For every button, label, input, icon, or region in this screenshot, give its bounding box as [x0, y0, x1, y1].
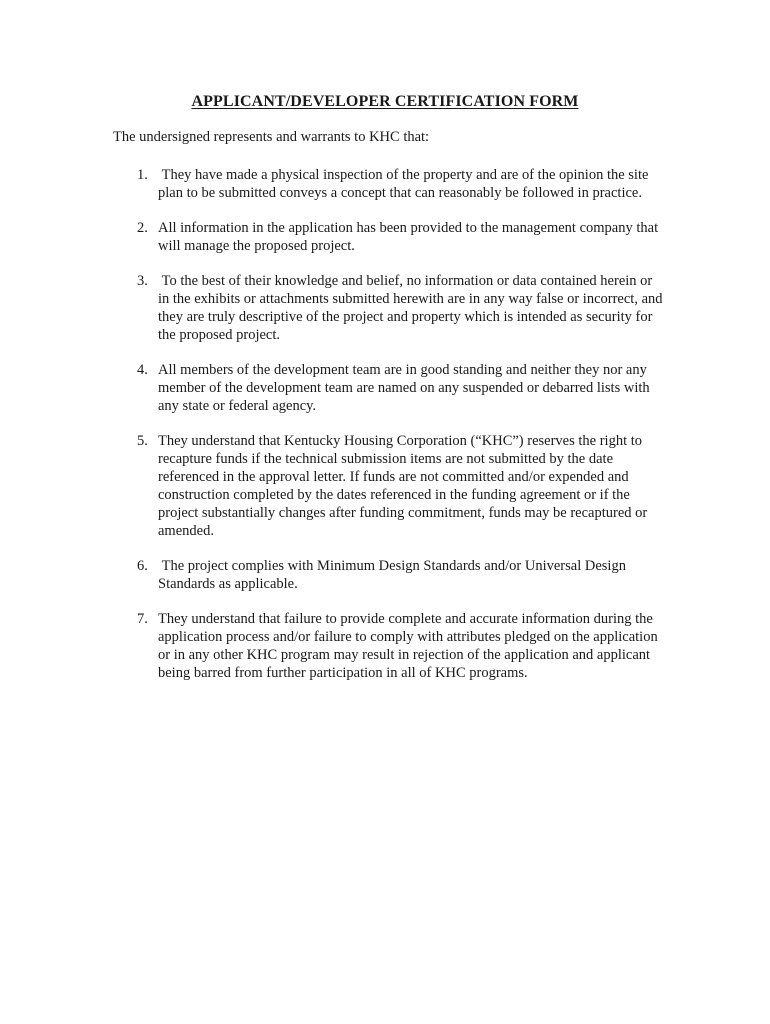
- item-text: They have made a physical inspection of the property and are of the opinion the site plan to be submitted conveys a concept that can reasonably be followed in practice.: [158, 167, 649, 201]
- intro-statement: The undersigned represents and warrants to KHC that:: [113, 129, 430, 145]
- item-text: They understand that failure to provide complete and accurate information during the application process and/or failure to comply with attributes pledged on the application or in any other KHC program may result in rejection of the application and applicant being barred from further participation in all of KHC programs.: [158, 611, 658, 681]
- certification-item: [113, 219, 663, 255]
- item-text: To the best of their knowledge and belief, no information or data contained herein or in the exhibits or attachments submitted herewith are in any way false or incorrect, and they are truly descriptive of the project and property which is intended as security for the proposed project.: [158, 273, 663, 343]
- certification-list: [113, 166, 663, 699]
- certification-item: [113, 361, 663, 415]
- certification-item: [113, 557, 663, 593]
- item-text: The project complies with Minimum Design Standards and/or Universal Design Standards as applicable.: [158, 558, 626, 592]
- item-number: 3.: [137, 273, 148, 289]
- item-text: They understand that Kentucky Housing Corporation (“KHC”) reserves the right to recapture funds if the technical submission items are not submitted by the date referenced in the approval letter. If funds are not committed and/or expended and construction completed by the dates referenced in the funding agreement or if the project substantially changes after funding commitment, funds may be recaptured or amended.: [158, 433, 648, 539]
- certification-item: [113, 610, 663, 682]
- item-number: 5.: [137, 433, 148, 449]
- certification-item: [113, 432, 663, 540]
- form-title: APPLICANT/DEVELOPER CERTIFICATION FORM: [191, 93, 579, 110]
- item-text: All members of the development team are in good standing and neither they nor any member of the development team are named on any suspended or debarred lists with any state or federal agency.: [158, 362, 650, 414]
- certification-item: [113, 272, 663, 344]
- item-number: 7.: [137, 611, 148, 627]
- item-number: 2.: [137, 220, 148, 236]
- item-number: 1.: [137, 167, 148, 183]
- item-number: 6.: [137, 558, 148, 574]
- certification-item: [113, 166, 663, 202]
- item-number: 4.: [137, 362, 148, 378]
- item-text: All information in the application has been provided to the management company that will manage the proposed project.: [158, 220, 659, 254]
